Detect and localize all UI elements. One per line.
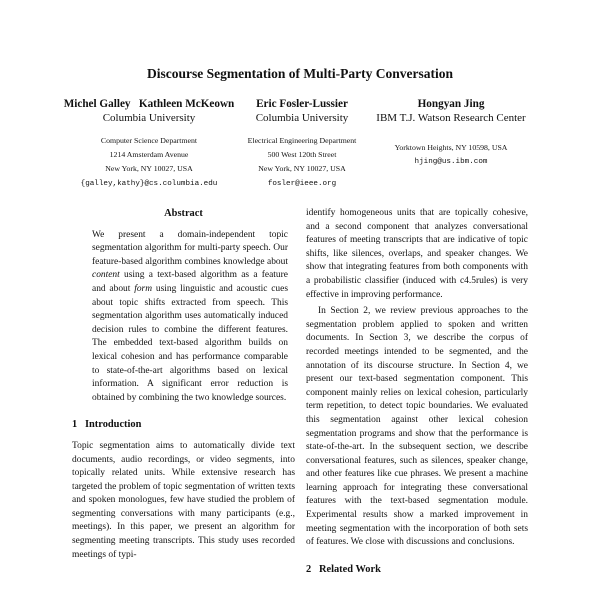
author-address: [366, 141, 536, 169]
left-column: [72, 207, 295, 562]
address-line: New York, NY 10027, USA: [105, 164, 193, 174]
section-heading-related-work: 2 Related Work: [306, 563, 381, 575]
paper-title: Discourse Segmentation of Multi-Party Conversation: [147, 66, 453, 81]
right-column: [306, 207, 528, 584]
abstract-body: [72, 229, 295, 406]
author-name: Hongyan Jing: [417, 98, 485, 110]
abstract-heading: Abstract: [164, 208, 203, 219]
introduction-paragraph: Topic segmentation aims to automatically divide text documents, audio recordings, or video segments, into topically related units. While extensive research has targeted the problem of topic segmentation of written texts and spoken monologues, few have studied the problem of segmenting conversations with many participants (e.g., meetings). In this paper, we present an algorithm for segmenting meeting transcripts. This study uses recorded meetings of typi-: [72, 440, 295, 560]
author-name: Eric Fosler-Lussier: [256, 98, 348, 110]
address-line: 1214 Amsterdam Avenue: [109, 150, 189, 160]
abstract-text-part: using a text-based algorithm as a feature and about: [92, 270, 288, 294]
address-line: Electrical Engineering Department: [247, 136, 357, 145]
address-line: Yorktown Heights, NY 10598, USA: [394, 143, 508, 152]
body-paragraph: In Section 2, we review previous approaches to the segmentation problem applied to spoken and written documents. In Section 3, we describe the corpus of recorded meetings intended to be segmented, and the annotation of its discourse structure. In Section 4, we present our text-based segmentation component. This component mainly relies on lexical cohesion, particularly term repetition, to detect topic boundaries. We evaluated this segmentation against other lexical cohesion segmentation programs and show that the performance is state-of-the-art. In the subsequent section, we describe conversational features, such as silences, speaker change, and other features like cue phrases. We present a machine learning approach for integrating these conversational features with the text-based segmentation module. Experimental results show a marked improvement in meeting segmentation with the incorporation of both sets of features. We close with discussions and conclusions.: [306, 306, 528, 548]
abstract-emphasis: content: [92, 270, 120, 281]
abstract-text: [92, 229, 288, 406]
author-block-fosler-lussier: [232, 97, 372, 191]
abstract-text-part: We present a domain-independent topic segmentation algorithm for multi-party speech. Our feature-based algorithm combines knowledge about: [92, 229, 288, 267]
left-column-clip: [72, 207, 295, 600]
abstract-emphasis: form: [134, 283, 153, 294]
author-email: {galley,kathy}@cs.columbia.edu: [80, 179, 218, 188]
author-block-galley-mckeown: [55, 97, 243, 191]
address-line: New York, NY 10027, USA: [258, 164, 346, 174]
body-paragraph: identify homogeneous units that are topically cohesive, and a second component that analyzes conversational features of meeting transcripts that are indicative of topic shifts, like silences, overlaps, and speaker changes. We show that integrating features from both components with a probabilistic classifier (induced with c4.5rules) is very effective in improving performance.: [306, 208, 528, 300]
author-affiliation: Columbia University: [255, 112, 349, 124]
author-affiliation: Columbia University: [102, 112, 196, 124]
author-affiliation: IBM T.J. Watson Research Center: [376, 112, 526, 124]
right-column-clip: [306, 207, 528, 600]
address-line: Computer Science Department: [100, 136, 198, 145]
author-address: [55, 134, 243, 191]
abstract-text-part: using linguistic and acoustic cues about topic shifts extracted from speech. This segmentation algorithm uses automatically induced decision rules to combine the different features. The embedded text-based algorithm builds on lexical cohesion and has performance comparable to state-of-the-art algorithms based on lexical information. A significant error reduction is obtained by combining the two knowledge sources.: [92, 283, 288, 403]
author-email: hjing@us.ibm.com: [414, 158, 488, 167]
address-line: 500 West 120th Street: [267, 150, 337, 160]
author-names: Michel Galley Kathleen McKeown: [63, 98, 235, 110]
author-block-jing: [366, 97, 536, 169]
section-heading-introduction: 1 Introduction: [72, 419, 142, 431]
author-address: [232, 134, 372, 191]
author-email: fosler@ieee.org: [267, 179, 337, 188]
